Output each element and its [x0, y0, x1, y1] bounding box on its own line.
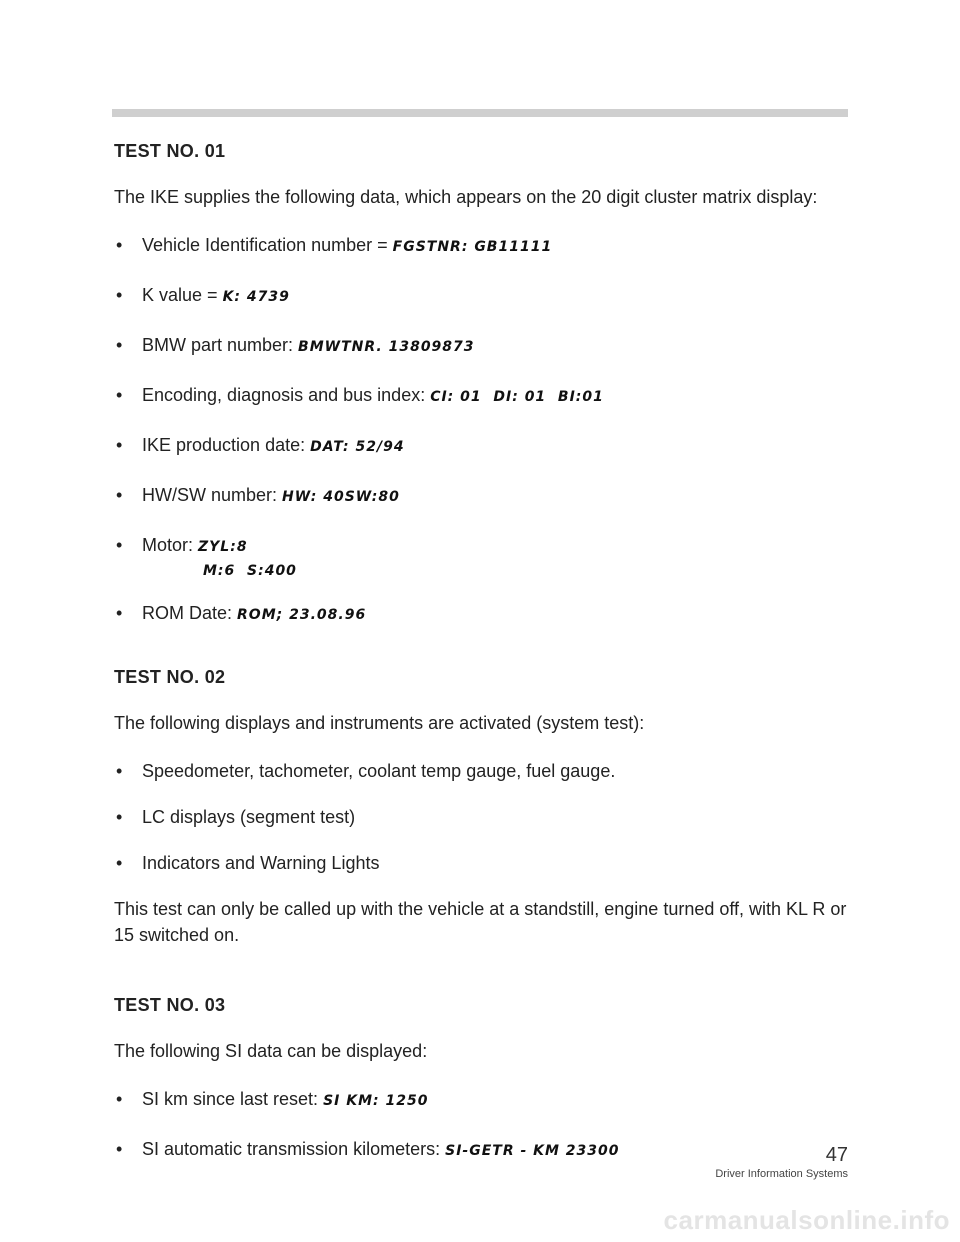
display-code: SI-GETR - KM 23300 — [445, 1143, 620, 1159]
page-number: 47 — [825, 1144, 848, 1166]
bullet-icon: • — [116, 535, 123, 555]
top-divider-bar — [112, 109, 848, 117]
test-03-intro: The following SI data can be displayed: — [114, 1041, 428, 1061]
bullet-icon: • — [116, 385, 123, 405]
bullet-icon: • — [116, 761, 123, 781]
item-text: LC displays (segment test) — [142, 807, 356, 827]
page-footer — [715, 1144, 848, 1182]
display-code: FGSTNR: GB11111 — [392, 239, 553, 255]
list-item — [114, 1086, 850, 1114]
item-label: ROM Date: — [142, 603, 238, 623]
bullet-icon: • — [116, 853, 123, 873]
item-label: K value = — [142, 285, 223, 305]
list-item — [114, 850, 850, 876]
list-item — [114, 382, 850, 410]
test-01-intro: The IKE supplies the following data, which appears on the 20 digit cluster matrix display: — [114, 187, 818, 207]
item-label: HW/SW number: — [142, 485, 283, 505]
test-02-heading: TEST NO. 02 — [114, 667, 226, 687]
display-code-line-2: M:6 S:400 — [203, 563, 297, 579]
test-02-list — [114, 758, 850, 876]
item-label: Motor: — [142, 535, 199, 555]
site-watermark: carmanualsonline.info — [663, 1205, 950, 1235]
bullet-icon: • — [116, 435, 123, 455]
test-02-intro: The following displays and instruments are activated (system test): — [114, 713, 645, 733]
bullet-icon: • — [116, 1089, 123, 1109]
item-label: SI automatic transmission kilometers: — [142, 1139, 446, 1159]
list-item — [114, 282, 850, 310]
list-item — [114, 758, 850, 784]
bullet-icon: • — [116, 335, 123, 355]
list-item — [114, 482, 850, 510]
bullet-icon: • — [116, 1139, 123, 1159]
item-label: SI km since last reset: — [142, 1089, 324, 1109]
list-item — [114, 532, 850, 582]
display-code: ROM; 23.08.96 — [237, 607, 367, 623]
display-code: BMWTNR. 13809873 — [298, 339, 475, 355]
bullet-icon: • — [116, 285, 123, 305]
item-label: Vehicle Identification number = — [142, 235, 393, 255]
display-code: CI: 01 DI: 01 BI:01 — [430, 389, 604, 405]
item-label: Encoding, diagnosis and bus index: — [142, 385, 431, 405]
bullet-icon: • — [116, 603, 123, 623]
list-item — [114, 232, 850, 260]
bullet-icon: • — [116, 485, 123, 505]
test-03-heading: TEST NO. 03 — [114, 995, 226, 1015]
page-content — [114, 138, 850, 1164]
list-item — [114, 332, 850, 360]
display-code: SI KM: 1250 — [323, 1093, 429, 1109]
list-item — [114, 804, 850, 830]
display-code: HW: 40SW:80 — [282, 489, 400, 505]
display-code: K: 4739 — [222, 289, 290, 305]
footer-title: Driver Information Systems — [715, 1168, 848, 1180]
list-item — [114, 432, 850, 460]
test-01-heading: TEST NO. 01 — [114, 141, 226, 161]
item-label: IKE production date: — [142, 435, 311, 455]
bullet-icon: • — [116, 807, 123, 827]
item-text: Speedometer, tachometer, coolant temp gauge, fuel gauge. — [142, 761, 616, 781]
test-01-list — [114, 232, 850, 628]
display-code: ZYL:8 — [198, 539, 248, 555]
item-label: BMW part number: — [142, 335, 299, 355]
display-code: DAT: 52/94 — [310, 439, 405, 455]
item-text: Indicators and Warning Lights — [142, 853, 380, 873]
list-item — [114, 600, 850, 628]
test-02-note: This test can only be called up with the vehicle at a standstill, engine turned off, with KL R or 15 switched on. — [114, 899, 847, 945]
bullet-icon: • — [116, 235, 123, 255]
